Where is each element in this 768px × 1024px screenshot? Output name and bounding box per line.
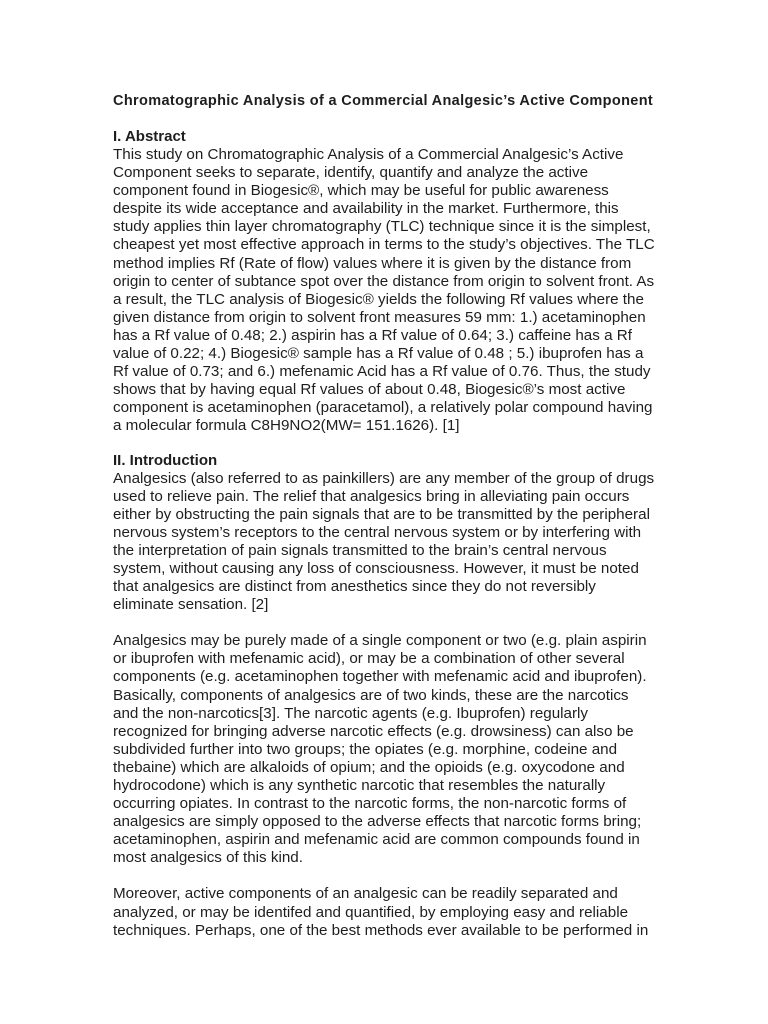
introduction-paragraph-1: Analgesics (also referred to as painkillers) are any member of the group of drugs used to relieve pain. The relief that analgesics bring in alleviating pain occurs either by obstructing the pain signals that are to be transmitted by the peripheral nervous system’s receptors to the central nervous system or by interfering with the interpretation of pain signals transmitted to the brain’s central nervous system, without causing any loss of consciousness. However, it must be noted that analgesics are distinct from anesthetics since they do not reversibly eliminate sensation. [2] <box>113 469 655 614</box>
document-page <box>113 92 658 940</box>
document-title: Chromatographic Analysis of a Commercial Analgesic’s Active Component <box>113 93 654 109</box>
abstract-text: This study on Chromatographic Analysis of a Commercial Analgesic’s Active Component seeks to separate, identify, quantify and analyze the active component found in Biogesic®, which may be useful for public awareness despite its wide acceptance and availability in the market. Furthermore, this study applies thin layer chromatography (TLC) technique since it is the simplest, cheapest yet most effective approach in terms to the study’s objectives. The TLC method implies Rf (Rate of flow) values where it is given by the distance from origin to center of subtance spot over the distance from origin to solvent front. As a result, the TLC analysis of Biogesic® yields the following Rf values where the given distance from origin to solvent front measures 59 mm: 1.) acetaminophen has a Rf value of 0.48; 2.) aspirin has a Rf value of 0.64; 3.) caffeine has a Rf value of 0.22; 4.) Biogesic® sample has a Rf value of 0.48 ; 5.) ibuprofen has a Rf value of 0.73; and 6.) mefenamic Acid has a Rf value of 0.76. Thus, the study shows that by having equal Rf values of about 0.48, Biogesic®’s most active component is acetaminophen (paracetamol), a relatively polar compound having a molecular formula C8H9NO2(MW= 151.1626). [1] <box>113 146 655 435</box>
introduction-paragraph-2: Analgesics may be purely made of a single component or two (e.g. plain aspirin or ibuprofen with mefenamic acid), or may be a combination of other several components (e.g. acetaminophen together with mefenamic acid and ibuprofen). Basically, components of analgesics are of two kinds, these are the narcotics and the non-narcotics[3]. The narcotic agents (e.g. Ibuprofen) regularly recognized for bringing adverse narcotic effects (e.g. drowsiness) can also be subdivided further into two groups; the opiates (e.g. morphine, codeine and thebaine) which are alkaloids of opium; and the opioids (e.g. oxycodone and hydrocodone) which is any synthetic narcotic that resembles the naturally occurring opiates. In contrast to the narcotic forms, the non-narcotic forms of analgesics are simply opposed to the adverse effects that narcotic forms bring; acetaminophen, aspirin and mefenamic acid are common compounds found in most analgesics of this kind. <box>113 632 647 867</box>
introduction-heading: II. Introduction <box>113 451 218 469</box>
introduction-paragraph-3: Moreover, active components of an analgesic can be readily separated and analyzed, or may be identifed and quantified, by employing easy and reliable techniques. Perhaps, one of the best methods ever available to be performed in <box>113 885 649 939</box>
abstract-heading: I. Abstract <box>113 128 186 145</box>
